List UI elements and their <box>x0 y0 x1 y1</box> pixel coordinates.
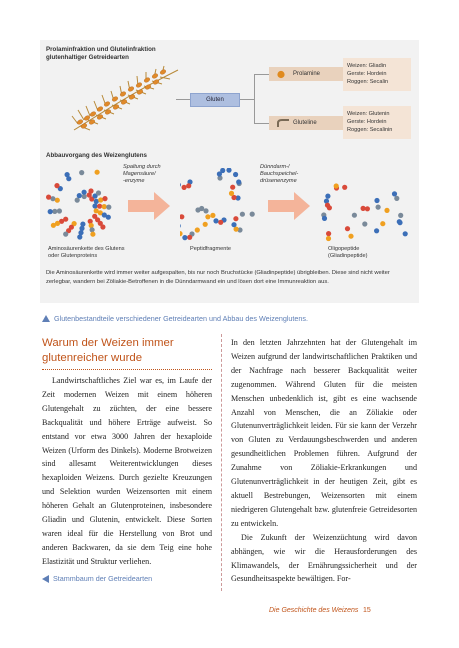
amino-acid-dot <box>376 205 381 210</box>
amino-acid-dot <box>203 222 208 227</box>
page-number: 15 <box>363 607 371 614</box>
amino-acid-dot <box>326 231 331 236</box>
gluteline-chain-icon <box>276 119 290 128</box>
amino-acid-dot <box>82 190 87 195</box>
right-column-text: In den letzten Jahrzehnten hat der Glutengehalt im Weizen aufgrund der landwirtschaftlichen Praktiken und der Nachfrage nach besserer Backqualität weiter zugenommen. Während Gluten für die meisten Menschen unbedenklich ist, gibt es eine wachsende Anzahl von Menschen, die an Zöliakie oder Glutenunverträglichkeit leiden. Für sie kann der Verzehr von Gluten zu Verdauungsbeschwerden und anderen gesundheitlichen Problemen führen. Aufgrund der Zunahme von Zöliakie-Erkrankungen und Glutenunverträglichkeit in der heutigen Zeit, gibt es aktuell Bestrebungen, Weizensorten mit einem niedrigeren Glutengehalt bzw. glutenfreie Getreidesorten zu entwickeln. Die Zukunft der Weizenzüchtung wird davon abhängen, wie wir die Herausforderungen des Klimawandels, der Ernährungssicherheit und der Gesundheitsaspekte bewältigen. For- <box>231 338 417 584</box>
amino-acid-dot <box>100 224 105 229</box>
amino-acid-dot <box>203 208 208 213</box>
connector-line <box>254 123 269 124</box>
connector-line <box>254 74 269 75</box>
prolamine-dot-icon <box>276 70 286 79</box>
arrow-icon <box>268 192 310 220</box>
prolamine-list: Weizen: Gliadin Gerste: Hordein Roggen: Secalin <box>343 58 411 91</box>
wheat-ear-illustration <box>70 64 182 132</box>
triangle-left-icon <box>42 575 49 583</box>
mol1-label: Aminosäurenkette des Glutens oder Glutenproteins <box>48 246 125 259</box>
amino-acid-dot <box>231 222 236 227</box>
amino-acid-dot <box>57 208 62 213</box>
amino-acid-dot <box>92 203 97 208</box>
amino-acid-dot <box>180 223 181 228</box>
amino-acid-dot <box>95 170 100 175</box>
amino-acid-dot <box>374 228 379 233</box>
amino-acid-dot <box>342 185 347 190</box>
oligopeptides-illustration <box>316 180 414 246</box>
figure-title: Prolaminfraktion und Glutelinfraktion glutenhaltiger Getreidearten <box>46 46 156 61</box>
amino-acid-dot <box>80 222 85 227</box>
amino-acid-dot <box>180 231 183 236</box>
connector-line <box>240 99 254 100</box>
amino-acid-dot <box>398 213 403 218</box>
amino-acid-dot <box>322 216 327 221</box>
gluteline-list: Weizen: Glutenin Gerste: Hordein Roggen: Secalinin <box>343 106 411 139</box>
amino-acid-dot <box>106 205 111 210</box>
amino-acid-dot <box>63 232 68 237</box>
amino-acid-dot <box>186 183 191 188</box>
amino-acid-dot <box>327 205 332 210</box>
triangle-up-icon <box>42 315 50 322</box>
amino-acid-dot <box>195 227 200 232</box>
heading-rule <box>42 369 212 370</box>
step1-label: Spaltung durch Magensäure/ -enzyme <box>123 164 161 184</box>
amino-acid-dot <box>187 235 192 240</box>
amino-acid-dot <box>236 179 241 184</box>
amino-acid-dot <box>89 223 94 228</box>
step2-label: Dünndarm-/ Bauchspeichel- drüsenenzyme <box>260 164 299 184</box>
amino-acid-dot <box>380 221 385 226</box>
amino-acid-dot <box>210 213 215 218</box>
amino-acid-dot <box>65 172 70 177</box>
amino-acid-dot <box>52 209 57 214</box>
amino-acid-dot <box>102 196 107 201</box>
amino-acid-dot <box>96 190 101 195</box>
amino-acid-dot <box>348 234 353 239</box>
amino-acid-dot <box>77 234 82 239</box>
amino-acid-dot <box>90 227 95 232</box>
amino-acid-dot <box>213 218 218 223</box>
footer-title: Die Geschichte des Weizens <box>269 607 359 614</box>
amino-acid-dot <box>218 220 223 225</box>
amino-acid-dot <box>392 191 397 196</box>
amino-acid-dot <box>97 204 102 209</box>
amino-acid-dot <box>46 195 51 200</box>
amino-acid-dot <box>205 214 210 219</box>
amino-acid-dot <box>233 216 238 221</box>
amino-acid-dot <box>77 193 82 198</box>
amino-acid-dot <box>394 196 399 201</box>
peptide-fragments-illustration <box>180 168 260 244</box>
amino-acid-dot <box>106 215 111 220</box>
figure-description: Die Aminosäurenkette wird immer weiter aufgespalten, bis nur noch Bruchstücke (Gliadinpeptide) übrigbleiben. Diese sind nicht weiter zerlegbar, wandern bei Zöliakie-Betroffenen in die Dünndarmwand ein und lösen dort eine Immunreaktion aus. <box>46 270 390 285</box>
amino-acid-dot <box>54 183 59 188</box>
arrow-icon <box>128 192 170 220</box>
amino-acid-dot <box>334 183 339 188</box>
amino-acid-dot <box>182 185 187 190</box>
amino-acid-dot <box>79 226 84 231</box>
connector-line <box>176 99 190 100</box>
amino-acid-dot <box>326 236 331 241</box>
amino-acid-dot <box>79 170 84 175</box>
gluteline-box: Gluteline <box>269 116 343 130</box>
amino-acid-dot <box>325 194 330 199</box>
amino-acid-dot <box>75 198 80 203</box>
amino-acid-dot <box>180 214 184 219</box>
amino-acid-dot <box>88 188 93 193</box>
column-divider <box>221 334 222 591</box>
amino-acid-dot <box>352 213 357 218</box>
amino-acid-dot <box>102 204 107 209</box>
amino-acid-dot <box>362 221 367 226</box>
amino-acid-dot <box>345 226 350 231</box>
mol3-label: Oligopeptide (Gliadinpeptide) <box>328 246 368 259</box>
amino-acid-dot <box>240 212 245 217</box>
amino-acid-chain-illustration <box>44 168 126 244</box>
amino-acid-dot <box>90 232 95 237</box>
figure-caption: Glutenbestandteile verschiedener Getreidearten und Abbau des Weizenglutens. <box>42 314 308 323</box>
amino-acid-dot <box>48 209 53 214</box>
amino-acid-dot <box>403 231 408 236</box>
amino-acid-dot <box>397 220 402 225</box>
amino-acid-dot <box>233 172 238 177</box>
mol2-label: Peptidfragmente <box>190 246 232 252</box>
amino-acid-dot <box>230 185 235 190</box>
prolamine-box: Prolamine <box>269 67 343 81</box>
connector-line <box>254 74 255 124</box>
gluten-box: Gluten <box>190 93 240 107</box>
amino-acid-dot <box>384 208 389 213</box>
left-column-text: Landwirtschaftliches Ziel war es, im Laufe der Zeit modernen Weizen mit einem höheren Glutengehalt zu züchten, der eine bessere Backqualität und höhere Erträge aufweist. So entstand vor etwa 3000 Jahren der hexaploide Weizen (Urform des Dinkels). Moderne Brotweizen sind allesamt Weiterentwicklungen dieses hexaploiden Weizens. Durch gezielte Kreuzungen und Selektion wurden Weizensorten mit einem höheren Gehalt an Glutenproteinen, insbesondere Gliadin und Glutenin, entwickelt. Diese Sorten waren ideal für die Herstellung von Brot und anderen Backwaren, da sie dem Teig eine hohe Elastizität und Struktur verliehen. <box>42 376 212 566</box>
amino-acid-dot <box>374 198 379 203</box>
amino-acid-dot <box>182 235 187 240</box>
amino-acid-dot <box>250 212 255 217</box>
amino-acid-dot <box>220 168 225 173</box>
section-heading: Warum der Weizen immer glutenreicher wurde <box>42 337 174 364</box>
left-caption: Stammbaum der Getreidearten <box>42 574 152 583</box>
amino-acid-dot <box>365 206 370 211</box>
amino-acid-dot <box>51 223 56 228</box>
amino-acid-dot <box>180 182 181 187</box>
amino-acid-dot <box>229 191 234 196</box>
amino-acid-dot <box>94 199 99 204</box>
figure-panel <box>40 40 419 303</box>
amino-acid-dot <box>226 168 231 173</box>
process-title: Abbauvorgang des Weizenglutens <box>46 152 147 159</box>
